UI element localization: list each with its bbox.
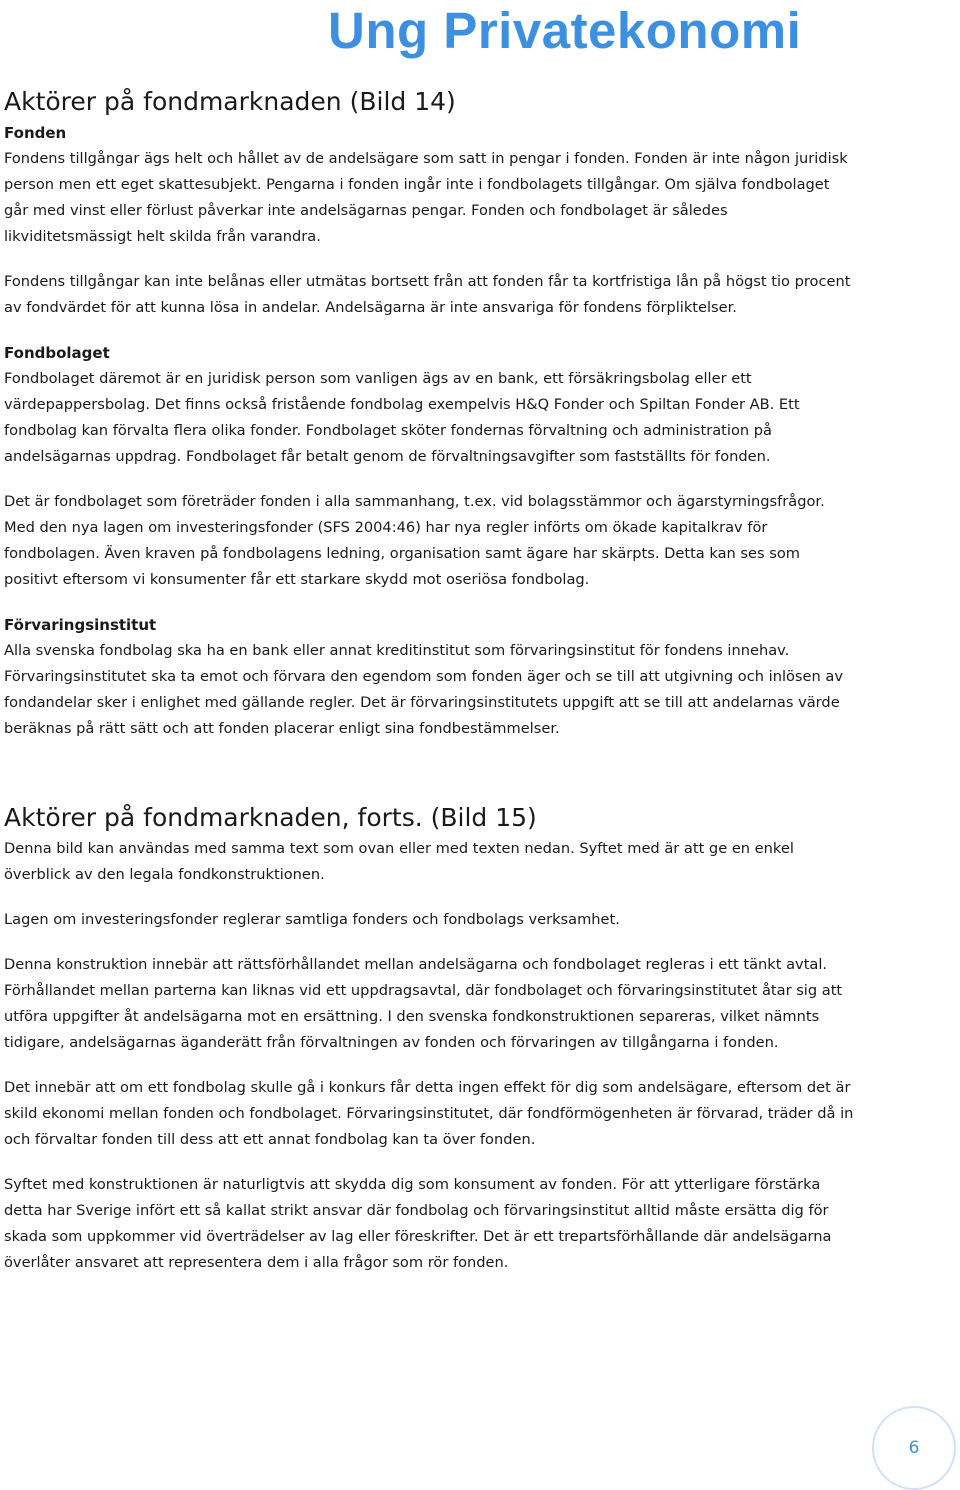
document-body [4, 84, 856, 1276]
paragraph: Fondens tillgångar ägs helt och hållet av de andelsägare som satt in pengar i fonden. Fonden är inte någon juridisk person men ett eget skattesubjekt. Pengarna i fonden ingår inte i fondbolagets tillgångar. Om själva fondbolaget går med vinst eller förlust påverkar inte andelsägarnas pengar. Fonden och fondbolaget är således likviditetsmässigt helt skilda från varandra. [4, 150, 848, 245]
subheading-fondbolaget: Fondbolaget [4, 344, 110, 362]
paragraph: Syftet med konstruktionen är naturligtvis att skydda dig som konsument av fonden. För att ytterligare förstärka detta har Sverige infört ett så kallat strikt ansvar där fondbolag och förvaringsinstitut alltid måste ersätta dig för skada som uppkommer vid överträdelser av lag eller föreskrifter. Det är ett trepartsförhållande där andelsägarna överlåter ansvaret att representera dem i alla frågor som rör fonden. [4, 1176, 832, 1271]
section-title: Aktörer på fondmarknaden (Bild 14) [4, 87, 456, 116]
paragraph: Lagen om investeringsfonder reglerar samtliga fonders och fondbolags verksamhet. [4, 911, 620, 928]
section-title: Aktörer på fondmarknaden, forts. (Bild 15) [4, 803, 537, 832]
subheading-forvaringsinstitut: Förvaringsinstitut [4, 616, 157, 634]
paragraph: Alla svenska fondbolag ska ha en bank eller annat kreditinstitut som förvaringsinstitut för fondens innehav. Förvaringsinstitutet ska ta emot och förvara den egendom som fonden äger och se till att utgivning och inlösen av fondandelar sker i enlighet med gällande regler. Det är förvaringsinstitutets uppgift att se till att andelarnas värde beräknas på rätt sätt och att fonden placerar enligt sina fondbestämmelser. [4, 642, 843, 737]
brand-title: Ung Privatekonomi [328, 2, 802, 59]
paragraph: Fondens tillgångar kan inte belånas eller utmätas bortsett från att fonden får ta kortfristiga lån på högst tio procent av fondvärdet för att kunna lösa in andelar. Andelsägarna är inte ansvariga för fondens förpliktelser. [4, 273, 851, 316]
paragraph: Fondbolaget däremot är en juridisk person som vanligen ägs av en bank, ett försäkringsbolag eller ett värdepappersbolag. Det finns också fristående fondbolag exempelvis H&Q Fonder och Spiltan Fonder AB. Ett fondbolag kan förvalta flera olika fonder. Fondbolaget sköter fondernas förvaltning och administration på andelsägarnas uppdrag. Fondbolaget får betalt genom de förvaltningsavgifter som fastställts för fonden. [4, 370, 800, 465]
page-number: 6 [908, 1438, 920, 1458]
paragraph: Denna konstruktion innebär att rättsförhållandet mellan andelsägarna och fondbolaget regleras i ett tänkt avtal. Förhållandet mellan parterna kan liknas vid ett uppdragsavtal, där fondbolaget och förvaringsinstitutet åtar sig att utföra uppgifter åt andelsägarna mot en ersättning. I den svenska fondkonstruktionen separeras, vilket nämnts tidigare, andelsägarnas äganderätt från förvaltningen av fonden och förvaringen av tillgångarna i fonden. [4, 956, 843, 1051]
subheading-fonden: Fonden [4, 124, 67, 142]
page-number-badge [872, 1406, 956, 1490]
paragraph: Denna bild kan användas med samma text som ovan eller med texten nedan. Syftet med är att ge en enkel överblick av den legala fondkonstruktionen. [4, 840, 794, 883]
paragraph: Det är fondbolaget som företräder fonden i alla sammanhang, t.ex. vid bolagsstämmor och ägarstyrningsfrågor. Med den nya lagen om investeringsfonder (SFS 2004:46) har nya regler införts om ökade kapitalkrav för fondbolagen. Även kraven på fondbolagens ledning, organisation samt ägare har skärpts. Detta kan ses som positivt eftersom vi konsumenter får ett starkare skydd mot oseriösa fondbolag. [4, 493, 825, 588]
paragraph: Det innebär att om ett fondbolag skulle gå i konkurs får detta ingen effekt för dig som andelsägare, eftersom det är skild ekonomi mellan fonden och fondbolaget. Förvaringsinstitutet, där fondförmögenheten är förvarad, träder då in och förvaltar fonden till dess att ett annat fondbolag kan ta över fonden. [4, 1079, 854, 1148]
